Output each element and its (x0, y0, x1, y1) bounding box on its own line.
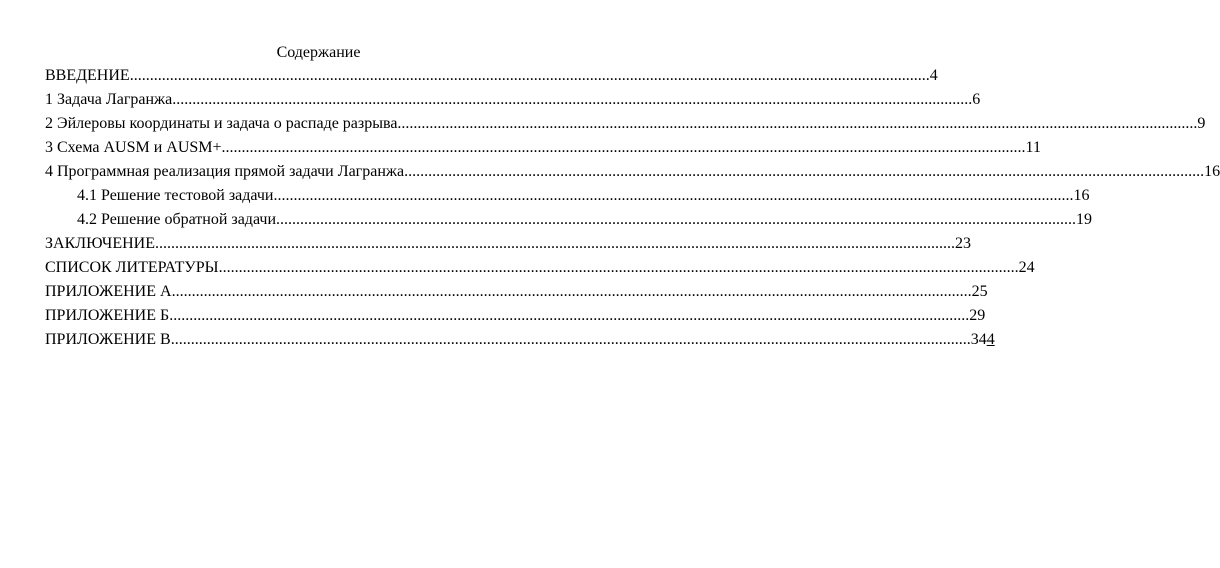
toc-entry-label: 4.1 Решение тестовой задачи (77, 187, 274, 204)
toc-leader-dots: ........................................................................................................................................................................................................ (225, 139, 1026, 156)
toc-entry-page (971, 330, 995, 350)
toc-leader-dots: ........................................................................................................................................................................................................ (171, 283, 972, 300)
toc-entry-label: 4.2 Решение обратной задачи (77, 211, 277, 228)
toc-leader-dots: ........................................................................................................................................................................................................ (154, 235, 955, 252)
toc-entry (45, 306, 986, 330)
toc-entry-page-underlined-digit: 4 (986, 331, 995, 348)
toc-entry-page: 16 (1073, 187, 1090, 204)
toc-leader-dots: ........................................................................................................................................................................................................ (170, 331, 971, 348)
toc-leader-dots: ........................................................................................................................................................................................................ (404, 163, 1205, 180)
toc-entry (45, 90, 981, 114)
toc-entry-label: ВВЕДЕНИЕ (45, 67, 130, 84)
toc-entry (45, 282, 988, 306)
toc-entry (45, 114, 1206, 138)
toc-entry-page: 29 (969, 307, 986, 324)
toc-entry-label: 4 Программная реализация прямой задачи Лагранжа (45, 163, 405, 180)
toc-entry-page: 23 (954, 235, 971, 252)
toc-entry-page: 16 (1204, 163, 1220, 180)
toc-leader-dots: ........................................................................................................................................................................................................ (273, 187, 1074, 204)
toc-entry-page: 24 (1018, 259, 1035, 276)
toc-entry-label: ПРИЛОЖЕНИЕ Б (45, 307, 170, 324)
toc-subentry (45, 186, 1090, 210)
toc-leader-dots: ........................................................................................................................................................................................................ (129, 67, 930, 84)
toc-entry-label: ПРИЛОЖЕНИЕ В (45, 331, 171, 348)
toc-entry-label: ПРИЛОЖЕНИЕ А (45, 283, 172, 300)
toc-entry-page: 6 (972, 91, 981, 108)
table-of-contents (45, 66, 1220, 354)
toc-entry-page: 4 (929, 67, 938, 84)
toc-entry (45, 234, 971, 258)
toc-leader-dots: ........................................................................................................................................................................................................ (218, 259, 1019, 276)
toc-entry-label: 3 Схема AUSM и AUSM+. (45, 139, 226, 156)
toc-entry (45, 138, 1041, 162)
toc-leader-dots: ........................................................................................................................................................................................................ (172, 91, 973, 108)
toc-entry-label: СПИСОК ЛИТЕРАТУРЫ (45, 259, 219, 276)
toc-leader-dots: ........................................................................................................................................................................................................ (169, 307, 970, 324)
toc-entry-label: 2 Эйлеровы координаты и задача о распаде разрыва (45, 115, 398, 132)
toc-entry (45, 258, 1035, 282)
toc-entry-page: 25 (971, 283, 988, 300)
toc-entry-page: 11 (1025, 139, 1041, 156)
toc-leader-dots: ........................................................................................................................................................................................................ (276, 211, 1077, 228)
toc-subentry (45, 210, 1093, 234)
toc-entry-label: 1 Задача Лагранжа (45, 91, 173, 108)
toc-entry (45, 66, 938, 90)
page-title: Содержание (276, 44, 361, 61)
toc-leader-dots: ........................................................................................................................................................................................................ (397, 115, 1198, 132)
toc-entry (45, 162, 1220, 186)
toc-entry-page-number: 34 (970, 331, 987, 348)
toc-entry-page: 9 (1197, 115, 1206, 132)
toc-entry (45, 330, 995, 354)
toc-entry-page: 19 (1076, 211, 1093, 228)
toc-entry-label: ЗАКЛЮЧЕНИЕ (45, 235, 155, 252)
